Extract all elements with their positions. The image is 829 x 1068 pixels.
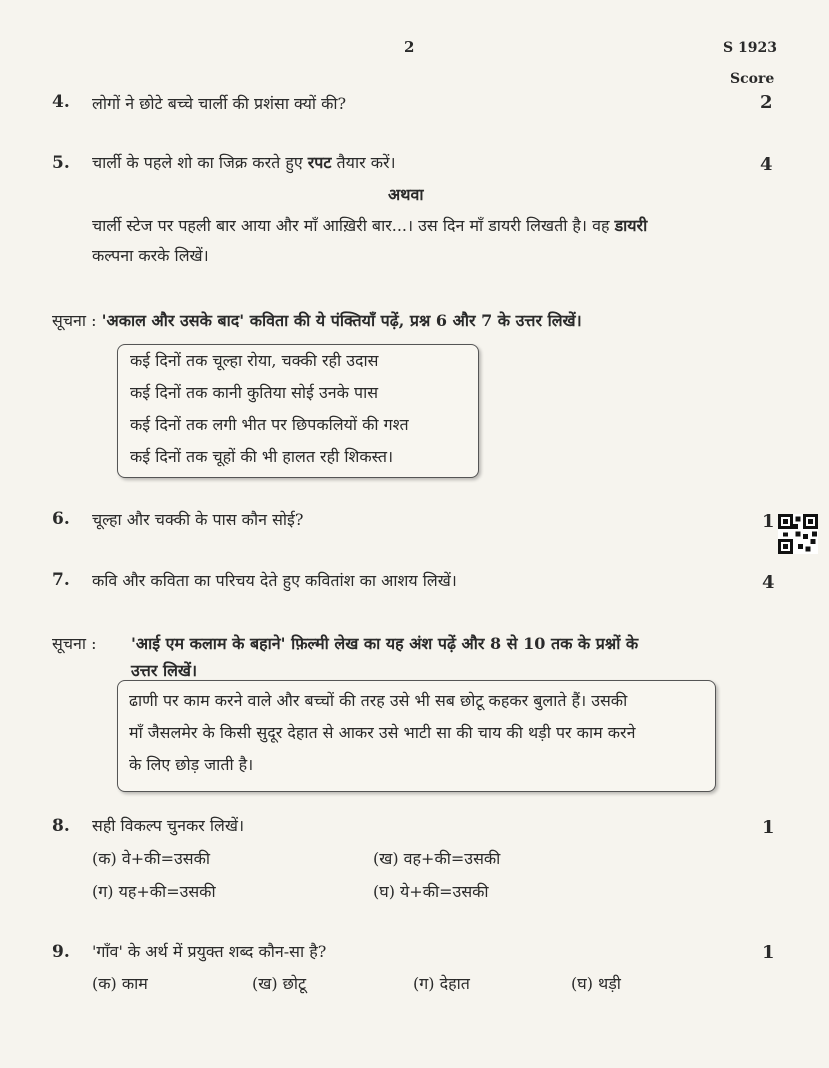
q8-number: 8. (52, 816, 70, 836)
q5-alternative-line2: कल्पना करके लिखें। (92, 246, 209, 265)
poem-box (117, 344, 479, 478)
q4-number: 4. (52, 92, 70, 112)
q9-option-a: (क) काम (92, 974, 148, 993)
q9-text: 'गाँव' के अर्थ में प्रयुक्त शब्द कौन-सा है? (92, 942, 327, 961)
q8-option-d: (घ) ये+की=उसकी (373, 882, 489, 901)
notice-2-label: सूचना : (52, 634, 97, 653)
q8-marks: 1 (762, 817, 775, 838)
q8-option-a: (क) वे+की=उसकी (92, 849, 211, 868)
prose-line: के लिए छोड़ जाती है। (129, 755, 254, 774)
qr-code-icon (778, 514, 818, 554)
q6-number: 6. (52, 509, 70, 529)
q9-option-d: (घ) थड़ी (571, 974, 621, 993)
q4-text: लोगों ने छोटे बच्चे चार्ली की प्रशंसा क्यों की? (92, 94, 347, 113)
q5-text: चार्ली के पहले शो का जिक्र करते हुए रपट तैयार करें। (92, 153, 396, 172)
q8-text: सही विकल्प चुनकर लिखें। (92, 816, 245, 835)
q4-marks: 2 (760, 92, 773, 113)
notice-2-line1: 'आई एम कलाम के बहाने' फ़िल्मी लेख का यह अंश पढ़ें और 8 से 10 तक के प्रश्नों के (131, 634, 639, 653)
q5-alternative-line1: चार्ली स्टेज पर पहली बार आया और माँ आख़िरी बार...। उस दिन माँ डायरी लिखती है। वह डायरी (92, 216, 648, 235)
q7-number: 7. (52, 570, 70, 590)
prose-line: ढाणी पर काम करने वाले और बच्चों की तरह उसे भी सब छोटू कहकर बुलाते हैं। उसकी (129, 691, 628, 710)
paper-code: S 1923 (723, 40, 777, 56)
prose-box (117, 680, 716, 792)
q7-marks: 4 (762, 572, 775, 593)
q5-number: 5. (52, 153, 70, 173)
q7-text: कवि और कविता का परिचय देते हुए कवितांश का आशय लिखें। (92, 571, 457, 590)
or-label: अथवा (388, 185, 424, 204)
q6-text: चूल्हा और चक्की के पास कौन सोई? (92, 510, 304, 529)
poem-line: कई दिनों तक चूहों की भी हालत रही शिकस्त। (130, 447, 394, 466)
q9-option-b: (ख) छोटू (252, 974, 307, 993)
q9-marks: 1 (762, 942, 775, 963)
page-number: 2 (404, 38, 415, 56)
poem-line: कई दिनों तक कानी कुतिया सोई उनके पास (130, 383, 379, 402)
q8-option-b: (ख) वह+की=उसकी (373, 849, 501, 868)
q6-marks: 1 (762, 511, 775, 532)
prose-line: माँ जैसलमेर के किसी सुदूर देहात से आकर उसे भाटी सा की चाय की थड़ी पर काम करने (129, 723, 636, 742)
notice-1: सूचना : 'अकाल और उसके बाद' कविता की ये पंक्तियाँ पढ़ें, प्रश्न 6 और 7 के उत्तर लिखें। (52, 311, 582, 330)
notice-2-line2: उत्तर लिखें। (131, 661, 198, 680)
score-header: Score (730, 71, 775, 87)
poem-line: कई दिनों तक लगी भीत पर छिपकलियों की गश्त (130, 415, 409, 434)
poem-line: कई दिनों तक चूल्हा रोया, चक्की रही उदास (130, 351, 379, 370)
q8-option-c: (ग) यह+की=उसकी (92, 882, 216, 901)
q5-marks: 4 (760, 154, 773, 175)
q9-option-c: (ग) देहात (413, 974, 470, 993)
q9-number: 9. (52, 942, 70, 962)
